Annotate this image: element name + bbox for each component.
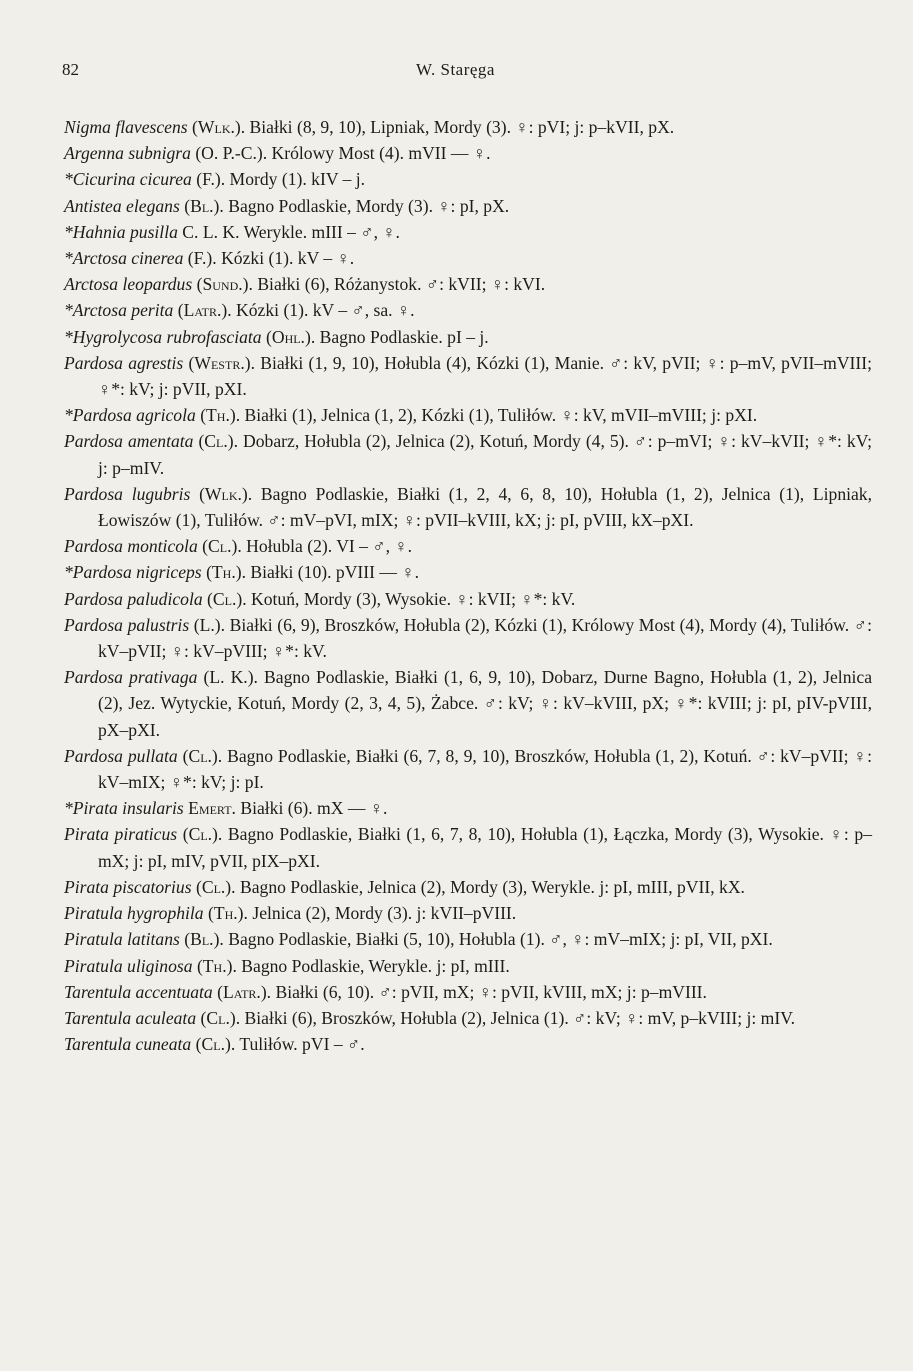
record-text: Tuliłów. pVI – ♂. xyxy=(235,1034,365,1055)
new-record-mark: * xyxy=(64,300,73,321)
species-entry xyxy=(64,140,872,166)
species-author: (Cl.). xyxy=(195,1034,236,1055)
species-name: Hygrolycosa rubrofasciata xyxy=(72,326,262,347)
species-author: (Wlk.). xyxy=(192,117,246,137)
running-head-author: W. Staręga xyxy=(416,60,495,79)
species-author: (Cl.). xyxy=(198,431,239,452)
record-text: Bagno Podlaskie, Białki (6, 7, 8, 9, 10), Broszków, Hołubla (1, 2), Kotuń. ♂: kV–pVII; ♀: kV–mIX; ♀*: kV; j: pI. xyxy=(98,745,872,793)
species-author: (Cl.). xyxy=(195,876,236,897)
record-text: Białki (8, 9, 10), Lipniak, Mordy (3). ♀: pVI; j: p–kVII, pX. xyxy=(245,117,675,137)
record-text: Bagno Podlaskie, Mordy (3). ♀: pI, pX. xyxy=(223,195,510,216)
species-name: Piratula hygrophila xyxy=(64,903,204,924)
record-text: Hołubla (2). VI – ♂, ♀. xyxy=(241,536,412,557)
species-author: (Th.). xyxy=(200,405,241,426)
species-name: Pirata piscatorius xyxy=(64,876,192,897)
species-author: (Cl.). xyxy=(202,536,242,557)
record-text: Bagno Podlaskie, Białki (5, 10), Hołubla (1). ♂, ♀: mV–mIX; j: pI, VII, pXI. xyxy=(223,929,773,950)
new-record-mark: * xyxy=(64,169,73,190)
species-author: (Wlk.). xyxy=(199,483,253,504)
species-author: (Th.). xyxy=(206,562,246,583)
species-author: (Cl.). xyxy=(200,1007,241,1028)
species-name: Pardosa paludicola xyxy=(64,588,203,609)
record-text: Bagno Podlaskie, Werykle. j: pI, mIII. xyxy=(236,955,510,976)
species-entry xyxy=(64,926,872,952)
species-name: Pardosa prativaga xyxy=(64,667,198,688)
species-entry xyxy=(64,743,872,795)
new-record-mark: * xyxy=(64,798,73,819)
record-text: Białki (6). mX — ♀. xyxy=(235,798,388,819)
species-entry xyxy=(64,664,872,743)
record-text: Mordy (1). kIV – j. xyxy=(225,169,366,190)
species-entry xyxy=(64,166,872,192)
species-list xyxy=(64,114,872,1057)
species-entry xyxy=(64,350,872,402)
species-author: (Cl.). xyxy=(182,745,223,766)
species-name: Pardosa nigriceps xyxy=(72,562,202,583)
species-author: (Westr.). xyxy=(188,352,255,373)
species-name: Hahnia pusilla xyxy=(72,221,178,242)
species-name: Tarentula aculeata xyxy=(64,1007,197,1028)
species-entry xyxy=(64,245,872,271)
record-text: Kózki (1). kV – ♀. xyxy=(216,248,355,269)
species-name: Pirata piraticus xyxy=(64,824,178,845)
species-entry xyxy=(64,193,872,219)
record-text: Bagno Podlaskie, Białki (1, 6, 7, 8, 10), Hołubla (1), Łączka, Mordy (3), Wysokie. ♀: p–mX; j: pI, mIV, pVII, pIX–pXI. xyxy=(98,824,872,871)
species-entry xyxy=(64,586,872,612)
record-text: Jelnica (2), Mordy (3). j: kVII–pVIII. xyxy=(247,903,517,924)
species-entry xyxy=(64,979,872,1005)
record-text: Białki (6, 10). ♂: pVII, mX; ♀: pVII, kVIII, mX; j: p–mVIII. xyxy=(271,981,707,1002)
species-entry xyxy=(64,219,872,245)
species-author: (F.). xyxy=(196,169,226,190)
record-text: Bagno Podlaskie, Białki (1, 2, 4, 6, 8, 10), Hołubla (1, 2), Jelnica (1), Lipniak, Łowiszów (1), Tuliłów. ♂: mV–pVI, mIX; ♀: pVII–kVIII, kX; j: pI, pVIII, kX–pXI. xyxy=(98,483,873,531)
record-text: Dobarz, Hołubla (2), Jelnica (2), Kotuń, Mordy (4, 5). ♂: p–mVI; ♀: kV–kVII; ♀*: kV; j: p–mIV. xyxy=(98,431,872,478)
record-text: Królowy Most (4). mVII — ♀. xyxy=(267,143,491,164)
species-entry xyxy=(64,612,872,664)
species-author: (Bl.). xyxy=(184,929,224,950)
species-name: Argenna subnigra xyxy=(64,143,191,164)
species-author: (Latr.). xyxy=(177,300,232,321)
species-name: Nigma flavescens xyxy=(64,117,188,137)
record-text: Białki (1, 9, 10), Hołubla (4), Kózki (1), Manie. ♂: kV, pVII; ♀: p–mV, pVII–mVIII; ♀*: kV; j: pVII, pXI. xyxy=(98,352,872,400)
species-entry xyxy=(64,953,872,979)
species-author: C. L. K. xyxy=(182,221,240,242)
species-name: Pardosa lugubris xyxy=(64,483,191,504)
species-author: (F.). xyxy=(187,248,217,269)
page-number: 82 xyxy=(62,60,79,79)
species-author: (Bl.). xyxy=(184,195,224,216)
species-author: (L. K.). xyxy=(203,667,258,688)
record-text: Kotuń, Mordy (3), Wysokie. ♀: kVII; ♀*: kV. xyxy=(246,588,576,609)
species-name: Pardosa amentata xyxy=(64,431,194,452)
record-text: Białki (6, 9), Broszków, Hołubla (2), Kózki (1), Królowy Most (4), Mordy (4), Tuliłów. ♂: kV–pVII; ♀: kV–pVIII; ♀*: kV. xyxy=(98,614,872,662)
species-author: (O. P.-C.). xyxy=(195,143,268,164)
new-record-mark: * xyxy=(64,248,73,269)
record-text: Białki (1), Jelnica (1, 2), Kózki (1), Tuliłów. ♀: kV, mVII–mVIII; j: pXI. xyxy=(240,405,758,426)
record-text: Białki (6), Broszków, Hołubla (2), Jelnica (1). ♂: kV; ♀: mV, p–kVIII; j: mIV. xyxy=(240,1007,796,1028)
new-record-mark: * xyxy=(64,326,73,347)
species-name: Pardosa agrestis xyxy=(64,352,184,373)
species-author: Emert. xyxy=(188,798,236,819)
record-text: Bagno Podlaskie, Białki (1, 6, 9, 10), Dobarz, Durne Bagno, Hołubla (1, 2), Jelnica (2), Jez. Wytyckie, Kotuń, Mordy (2, 3, 4, 5), Żabce. ♂: kV; ♀: kV–kVIII, pX; ♀*: kVIII; j: pI, pIV-pVIII, pX–pXI. xyxy=(98,667,872,740)
species-author: (Latr.). xyxy=(217,981,272,1002)
species-entry xyxy=(64,481,872,533)
species-entry xyxy=(64,1005,872,1031)
species-entry xyxy=(64,271,872,297)
new-record-mark: * xyxy=(64,405,73,426)
species-name: Pardosa palustris xyxy=(64,614,190,635)
species-entry xyxy=(64,900,872,926)
species-entry xyxy=(64,874,872,900)
species-name: Pardosa pullata xyxy=(64,745,178,766)
species-entry xyxy=(64,428,872,480)
species-author: (Cl.). xyxy=(207,588,247,609)
species-author: (Th.). xyxy=(196,955,237,976)
species-name: Pardosa agricola xyxy=(72,405,196,426)
species-entry xyxy=(64,1031,872,1057)
record-text: Bagno Podlaskie. pI – j. xyxy=(315,326,489,347)
species-author: (Ohl.). xyxy=(266,326,316,347)
species-author: (L.). xyxy=(193,614,226,635)
record-text: Bagno Podlaskie, Jelnica (2), Mordy (3), Werykle. j: pI, mIII, pVII, kX. xyxy=(235,876,745,897)
species-name: Arctosa cinerea xyxy=(72,248,184,269)
species-name: Arctosa perita xyxy=(72,300,174,321)
species-name: Pirata insularis xyxy=(72,798,184,819)
species-author: (Th.). xyxy=(208,903,248,924)
species-name: Piratula uliginosa xyxy=(64,955,193,976)
new-record-mark: * xyxy=(64,562,73,583)
species-entry xyxy=(64,402,872,428)
species-entry xyxy=(64,533,872,559)
running-head xyxy=(62,60,849,84)
species-name: Antistea elegans xyxy=(64,195,180,216)
species-name: Pardosa monticola xyxy=(64,536,198,557)
record-text: Białki (6), Różanystok. ♂: kVII; ♀: kVI. xyxy=(252,274,546,295)
species-entry xyxy=(64,795,872,821)
species-entry xyxy=(64,821,872,873)
record-text: Werykle. mIII – ♂, ♀. xyxy=(239,221,400,242)
species-name: Arctosa leopardus xyxy=(64,274,193,295)
species-name: Tarentula accentuata xyxy=(64,981,213,1002)
species-entry xyxy=(64,297,872,323)
species-entry xyxy=(64,114,872,140)
species-author: (Sund.). xyxy=(196,274,253,295)
species-name: Piratula latitans xyxy=(64,929,180,950)
species-author: (Cl.). xyxy=(182,824,223,845)
new-record-mark: * xyxy=(64,221,73,242)
species-name: Tarentula cuneata xyxy=(64,1034,192,1055)
record-text: Kózki (1). kV – ♂, sa. ♀. xyxy=(231,300,415,321)
record-text: Białki (10). pVIII — ♀. xyxy=(246,562,419,583)
species-entry xyxy=(64,559,872,585)
species-name: Cicurina cicurea xyxy=(72,169,192,190)
species-entry xyxy=(64,324,872,350)
